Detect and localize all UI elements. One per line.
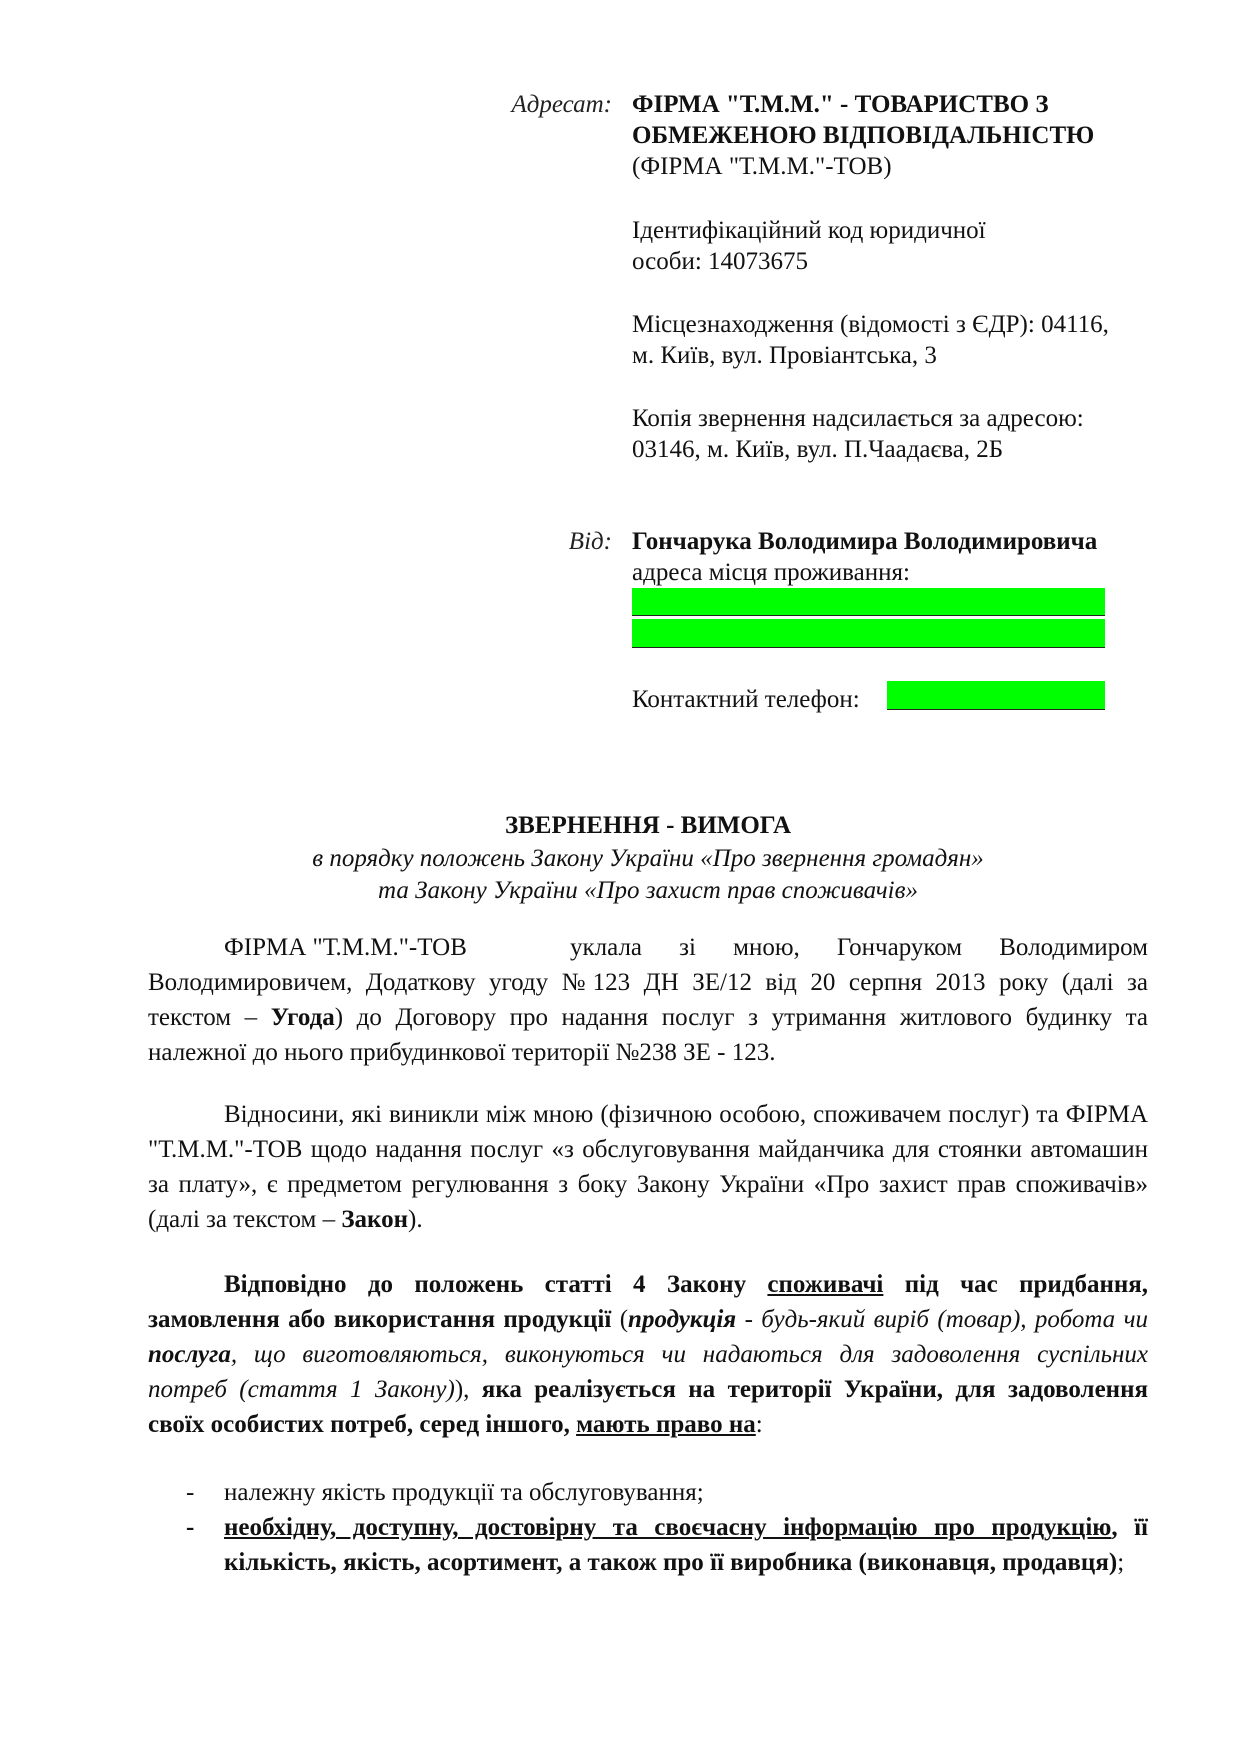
p3-paren-open: ( [619, 1306, 629, 1333]
list-item-2-end: ; [1117, 1549, 1125, 1576]
p3-term-product: продукція [628, 1306, 737, 1333]
p3-colon: : [755, 1411, 763, 1438]
recipient-name-line1: ФІРМА "Т.М.М." - ТОВАРИСТВО З [632, 91, 1049, 118]
p3-bold-b: під час придбання, замовлення або використання продукції [148, 1271, 1149, 1333]
address-underline-2 [632, 647, 1105, 648]
p1-line3-b: ) до Договору про надання послуг з утримання житлового будинку та [334, 1004, 1148, 1031]
p1-line2: Володимировичем, Додаткову угоду №123 ДН ЗЕ/12 від 20 серпня 2013 року (далі за [148, 969, 1148, 996]
p3-have-right: мають право на [576, 1411, 756, 1438]
recipient-short-name: (ФІРМА "Т.М.М."-ТОВ) [632, 153, 892, 180]
sender-address-label: адреса місця проживання: [632, 559, 910, 586]
recipient-copy-line1: Копія звернення надсилається за адресою: [632, 405, 1084, 432]
p3-consumers: споживачі [767, 1271, 884, 1298]
sender-phone-label: Контактний телефон: [632, 686, 860, 713]
paragraph-2 [148, 1097, 1148, 1237]
sender-label: Від: [568, 528, 612, 555]
recipient-label: Адресат: [511, 91, 612, 118]
list-item-2-underlined: необхідну, доступну, достовірну та своєчасну інформацію про продукцію [224, 1514, 1112, 1541]
p1-line4: належної до нього прибудинкової території №238 ЗЕ - 123. [148, 1039, 776, 1066]
p1-line3-a: текстом – [148, 1004, 258, 1031]
list-item [148, 1475, 1148, 1510]
subtitle-line2: та Закону України «Про захист прав споживачів» [378, 877, 918, 904]
list-item [148, 1510, 1148, 1620]
p3-italic-b: , що виготовляються, виконуються чи надаються для задоволення суспільних потреб (стаття 1 Закону) [148, 1341, 1148, 1403]
sender-name: Гончарука Володимира Володимировича [632, 528, 1098, 555]
redacted-address-line2 [632, 619, 1105, 647]
term-ugoda: Угода [270, 1004, 335, 1031]
p1-line3 [148, 1000, 1148, 1035]
phone-underline [887, 709, 1105, 710]
p1-line1-a: ФІРМА "Т.М.М."-ТОВ [224, 934, 467, 961]
recipient-id-line1: Ідентифікаційний код юридичної [632, 217, 986, 244]
address-underline-1 [632, 615, 1105, 616]
p2-text-b: ). [408, 1206, 423, 1233]
redacted-address-line1 [632, 588, 1105, 615]
p3-italic-a: - будь-який виріб (товар), робота чи [744, 1306, 1148, 1333]
recipient-name-line2: ОБМЕЖЕНОЮ ВІДПОВІДАЛЬНІСТЮ [632, 122, 1095, 149]
list-dash: - [186, 1479, 195, 1506]
document-title: ЗВЕРНЕННЯ - ВИМОГА [504, 812, 792, 839]
term-zakon: Закон [341, 1206, 409, 1233]
redacted-phone [887, 681, 1105, 709]
list-dash: - [186, 1514, 195, 1541]
paragraph-3 [148, 1267, 1148, 1442]
recipient-id-line2: особи: 14073675 [632, 248, 809, 275]
p1-line1-b: уклала зі мною, Гончаруком Володимиром [570, 934, 1148, 961]
list-item-1-text: належну якість продукції та обслуговування; [224, 1479, 704, 1506]
p3-paren-close: ), [454, 1376, 470, 1403]
recipient-location-line1: Місцезнаходження (відомості з ЄДР): 04116, [632, 311, 1109, 338]
p3-bold-a: Відповідно до положень статті 4 Закону [224, 1271, 747, 1298]
subtitle-line1: в порядку положень Закону України «Про звернення громадян» [312, 845, 984, 872]
p2-text-a: Відносини, які виникли між мною (фізичною особою, споживачем послуг) та ФІРМА "Т.М.М."-ТОВ щодо надання послуг «з обслуговування майданчика для стоянки автомашин за плату», є предметом регулювання з боку Закону України «Про захист прав споживачів» (далі за текстом – [148, 1101, 1148, 1233]
p3-bold-c: яка реалізується на території України, для задоволення своїх особистих потреб, серед іншого, [148, 1376, 1148, 1438]
list-item-2-rest: , її кількість, якість, асортимент, а також про її виробника (виконавця, продавця) [224, 1514, 1148, 1576]
recipient-copy-line2: 03146, м. Київ, вул. П.Чаадаєва, 2Б [632, 436, 1004, 463]
recipient-location-line2: м. Київ, вул. Провіантська, 3 [632, 342, 937, 369]
p3-term-service: послуга [148, 1341, 231, 1368]
list-item-2-text [224, 1510, 1148, 1580]
